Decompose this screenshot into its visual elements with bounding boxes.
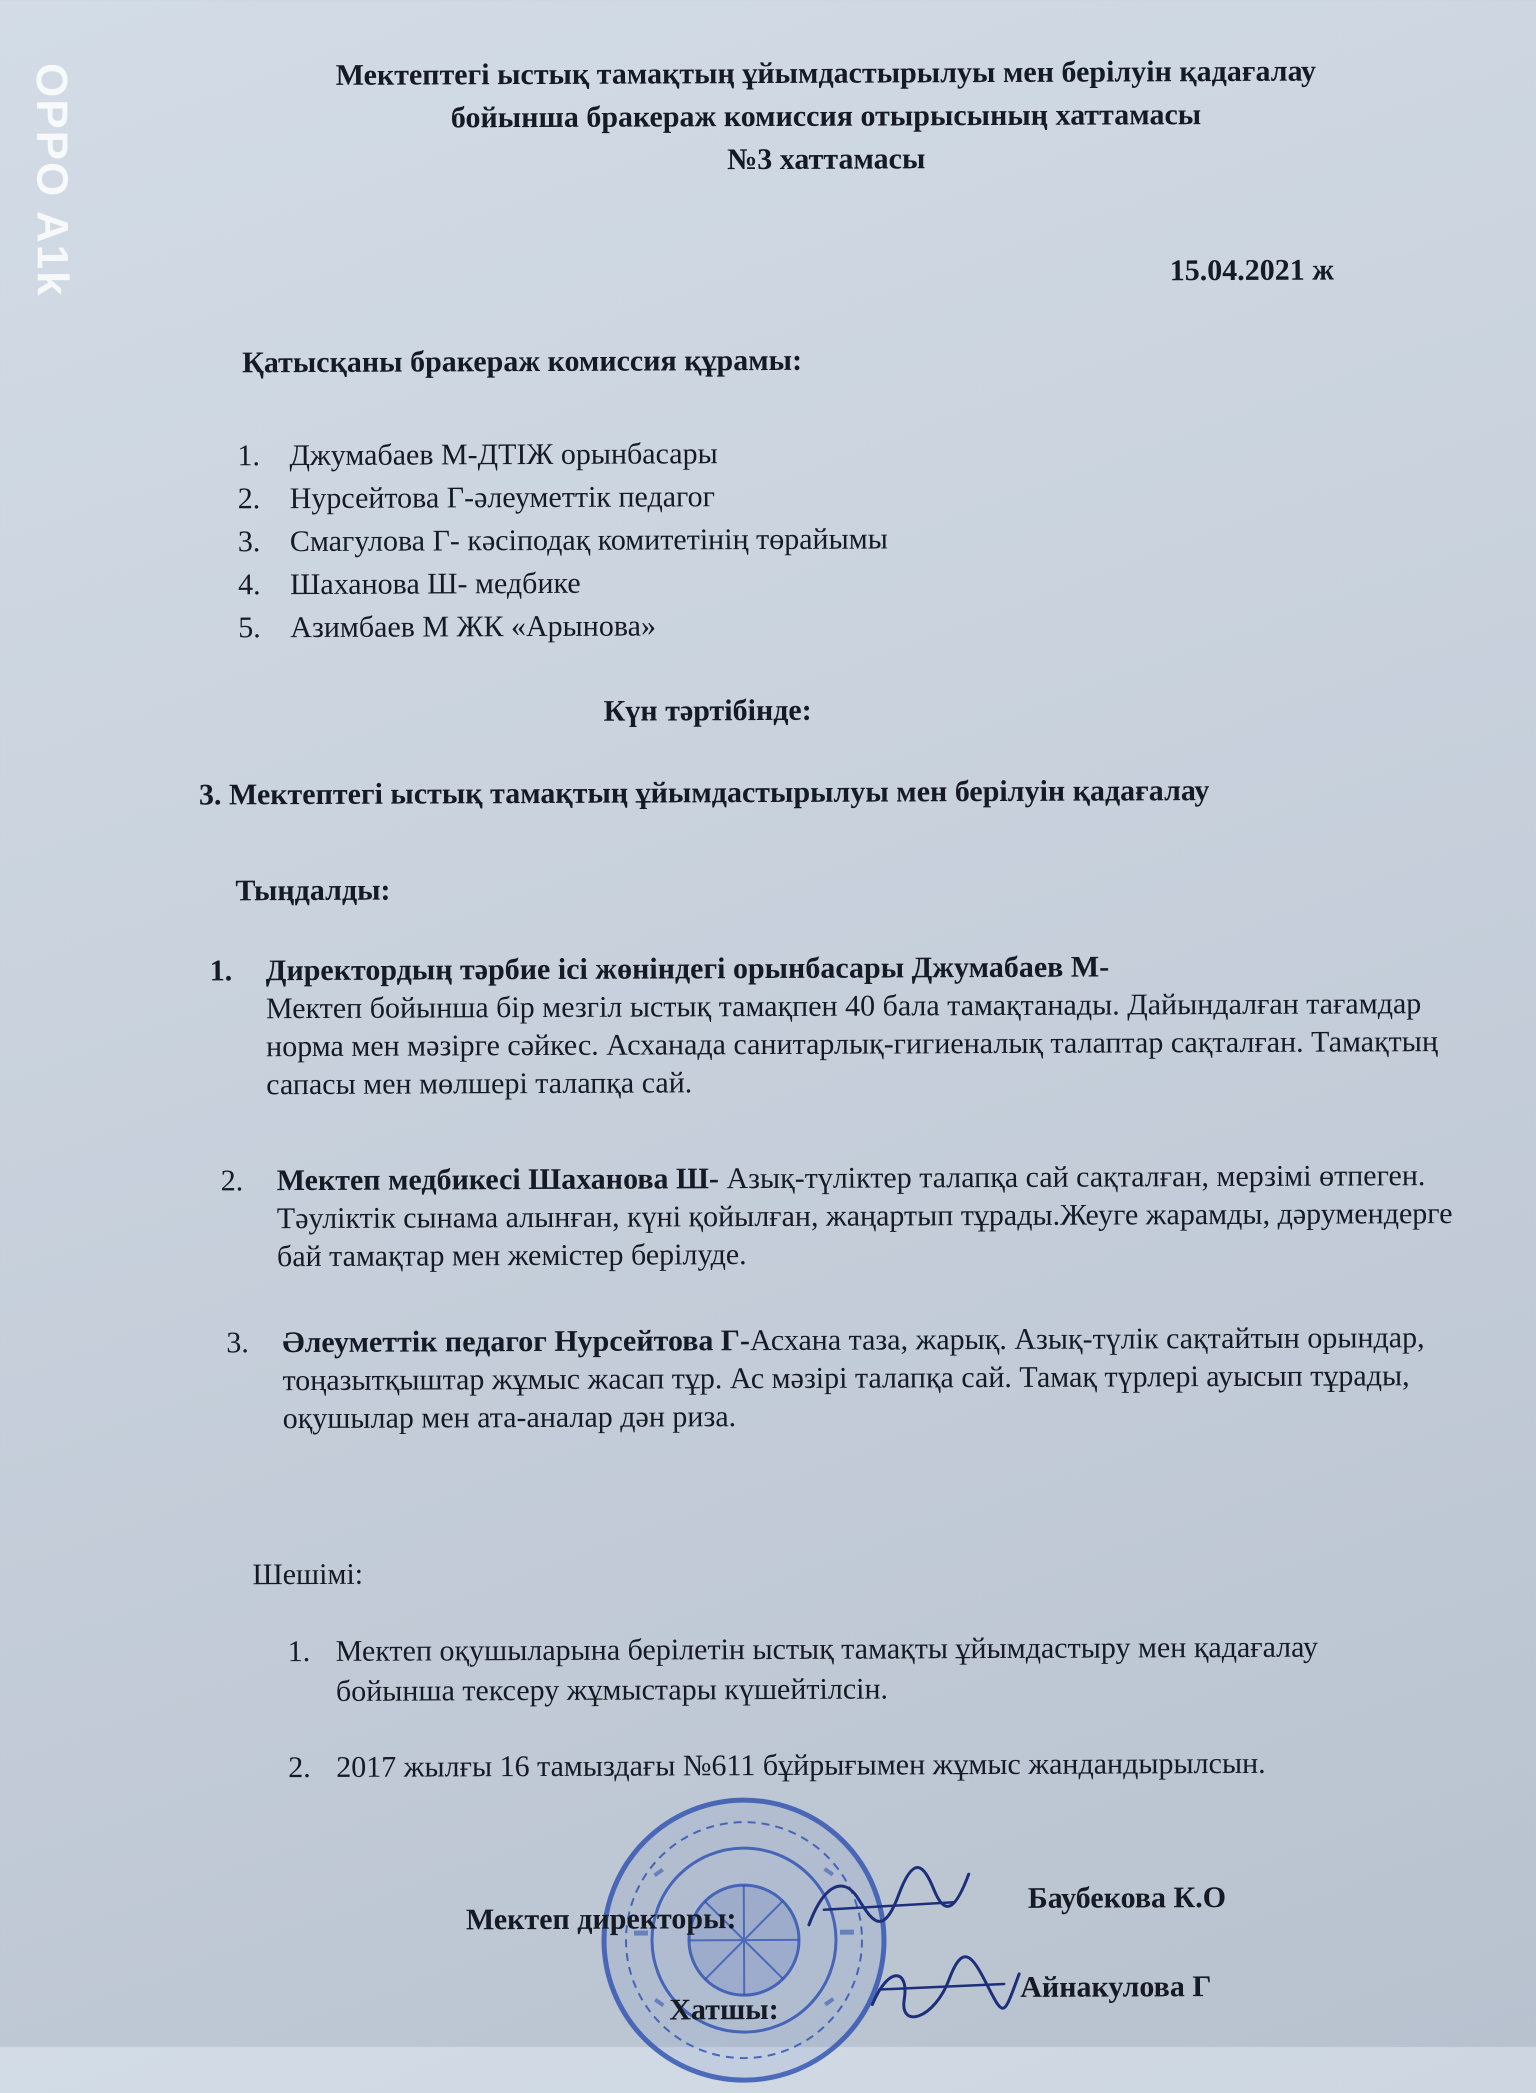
secretary-label: Хатшы: <box>669 1993 779 2027</box>
list-number: 5. <box>238 606 290 649</box>
list-item <box>238 560 888 606</box>
list-number: 1. <box>288 1632 336 1712</box>
heard-heading: Тыңдалды: <box>235 874 390 909</box>
decision-item <box>288 1628 1338 1713</box>
protocol-date: 15.04.2021 ж <box>1170 254 1334 289</box>
agenda-item: 3. Мектептегі ыстық тамақтың ұйымдастырылуы мен берілуін қадағалау <box>199 774 1209 812</box>
heard-item <box>226 1319 1476 1438</box>
title-line: Мектептегі ыстық тамақтың ұйымдастырылуы мен берілуін қадағалау <box>176 49 1476 98</box>
agenda-heading: Күн тәртібінде: <box>604 694 812 729</box>
list-number: 3. <box>238 520 290 563</box>
list-item <box>238 603 888 649</box>
member-text: Шаханова Ш- медбике <box>290 562 581 606</box>
speaker-name: Директордың тәрбие ісі жөніндегі орынбасары Джумабаев М- <box>266 951 1110 988</box>
decision-item <box>288 1743 1488 1788</box>
decision-text: Мектеп оқушыларына берілетін ыстық тамақты ұйымдастыру мен қадағалау бойынша тексеру жұмыстары күшейтілсін. <box>336 1628 1338 1712</box>
list-number: 1. <box>210 952 267 1104</box>
director-label: Мектеп директоры: <box>466 1902 737 1937</box>
speaker-statement: Асхана таза, жарық. Азық-түлік сақтайтын орындар, тоңазытқыштар жұмыс жасап тұр. Ас мәзірі талапқа сай. Тамақ түрлері ауысып тұрады, оқушылар мен ата-аналар дән риза. <box>282 1321 1424 1435</box>
speaker-statement: Азық-түліктер талапқа сай сақталған, мерзімі өтпеген. Тәуліктік сынама алынған, күні қойылған, жаңартып тұрады.Жеуге жарамды, дәрумендерге бай тамақтар мен жемістер берілуде. <box>277 1159 1453 1273</box>
document-title <box>176 49 1477 184</box>
list-item <box>238 517 888 563</box>
list-number: 2. <box>238 477 290 520</box>
speaker-statement: Мектеп бойынша бір мезгіл ыстық тамақпен 40 бала тамақтанады. Дайындалған тағамдар норма мен мәзірге сәйкес. Асханада санитарлық-гигиеналық талаптар сақталған. Тамақтың сапасы мен мөлшері талапқа сай. <box>266 987 1438 1101</box>
heard-item <box>221 1157 1471 1276</box>
director-signature <box>804 1854 974 1945</box>
member-text: Нурсейтова Г-әлеуметтік педагог <box>290 475 715 520</box>
list-item <box>238 474 888 520</box>
title-line: №3 хаттамасы <box>176 135 1476 184</box>
list-number: 3. <box>226 1324 282 1438</box>
secretary-name: Айнакулова Г <box>1020 1970 1211 2005</box>
members-list <box>237 431 888 649</box>
members-heading: Қатысқаны бракераж комиссия құрамы: <box>242 344 802 380</box>
director-name: Баубекова К.О <box>1028 1881 1226 1916</box>
decision-heading: Шешімі: <box>252 1558 363 1592</box>
member-text: Азимбаев М ЖК «Арынова» <box>290 604 656 649</box>
camera-watermark: OPPO A1k <box>26 63 77 298</box>
list-item <box>237 431 887 477</box>
list-number: 1. <box>237 434 289 477</box>
decision-text: 2017 жылғы 16 тамыздағы №611 бұйрығымен жұмыс жандандырылсын. <box>336 1744 1266 1788</box>
heard-item <box>210 947 1461 1104</box>
speaker-name: Мектеп медбикесі Шаханова Ш- <box>277 1162 719 1197</box>
member-text: Джумабаев М-ДТІЖ орынбасары <box>289 432 717 477</box>
member-text: Смагулова Г- кәсіподақ комитетінің төрайымы <box>290 517 888 563</box>
speaker-name: Әлеуметтік педагог Нурсейтова Г- <box>282 1324 750 1359</box>
secretary-signature <box>864 1944 1024 2035</box>
title-line: бойынша бракераж комиссия отырысының хаттамасы <box>176 92 1476 141</box>
list-number: 2. <box>288 1748 336 1788</box>
list-number: 4. <box>238 563 290 606</box>
list-number: 2. <box>221 1162 277 1276</box>
